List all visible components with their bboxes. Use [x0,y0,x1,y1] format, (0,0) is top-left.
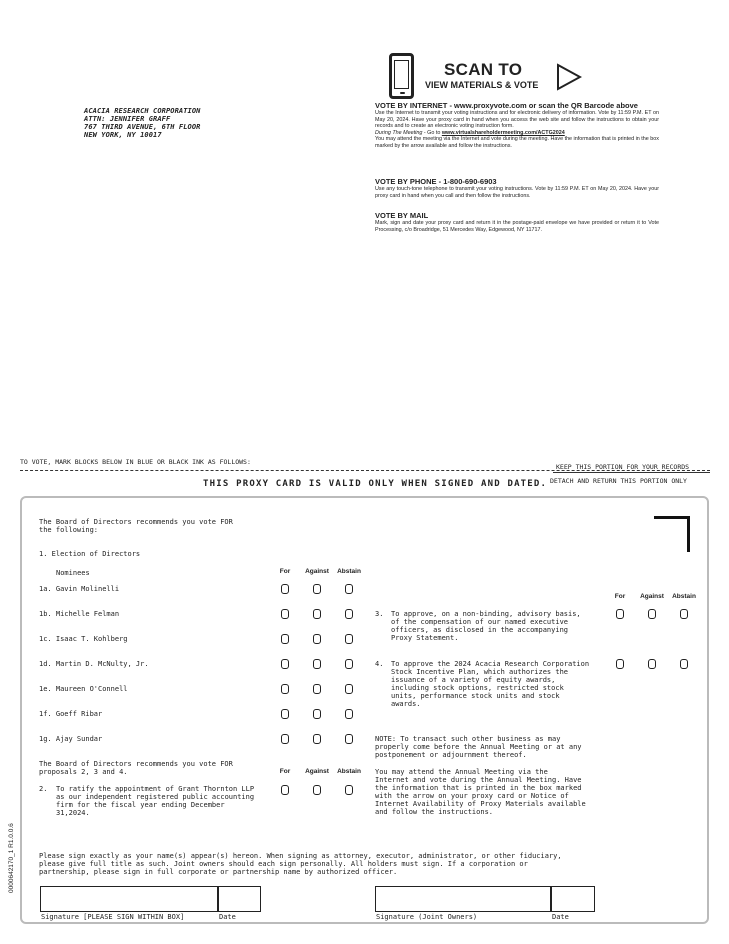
vote-for-checkbox-1b[interactable] [281,609,289,619]
during-meeting-sep: - Go to [422,129,442,136]
board-rec-line: The Board of Directors recommends you vote FOR [39,760,233,768]
note-line: NOTE: To transact such other business as may [375,735,561,743]
vote-against-checkbox-1a[interactable] [313,584,321,594]
col-for: For [279,568,291,575]
nominee-1e: 1e. Maureen O'Connell [39,685,128,693]
board-rec-line: the following: [39,526,99,534]
nominee-1g: 1g. Ajay Sundar [39,735,103,743]
col-against: Against [305,568,329,575]
vote-abstain-checkbox-1b[interactable] [345,609,353,619]
vote-for-checkbox-4[interactable] [616,659,624,669]
vote-for-checkbox-2[interactable] [281,785,289,795]
board-rec-line: proposals 2, 3 and 4. [39,768,128,776]
vote-against-checkbox-1g[interactable] [313,734,321,744]
proposal-line: of the compensation of our named executive [391,618,569,626]
attend-line: and follow the instructions. [375,808,494,816]
vote-phone-text: Use any touch-tone telephone to transmit your voting instructions. Vote by 11:59 P.M. ET on May 20, 2024. Have your proxy card in hand when you call and then follow the instructions. [375,186,659,199]
col-for: For [279,768,291,775]
proposal-4-number: 4. [375,660,384,668]
vote-against-checkbox-1d[interactable] [313,659,321,669]
return-address [84,107,201,139]
keep-portion-label: KEEP THIS PORTION FOR YOUR RECORDS [556,463,690,471]
col-abstain: Abstain [337,768,361,775]
vote-for-checkbox-1f[interactable] [281,709,289,719]
attend-line: You may attend the Annual Meeting via the [375,768,548,776]
col-against: Against [305,768,329,775]
during-meeting-label: During The Meeting [375,129,423,136]
proposal-4-text [391,660,589,708]
during-meeting-text: You may attend the meeting via the Internet and vote during the meeting. Have the information that is printed in the box marked by the arrow available and follow the instructions. [375,136,659,149]
smartphone-icon [389,53,414,99]
date-label: Date [219,913,236,921]
vote-for-checkbox-1g[interactable] [281,734,289,744]
vote-abstain-checkbox-1a[interactable] [345,584,353,594]
address-line: 767 THIRD AVENUE, 6TH FLOOR [84,123,201,131]
nominee-1d: 1d. Martin D. McNulty, Jr. [39,660,149,668]
note-line: postponement or adjournment thereof. [375,751,527,759]
vote-internet-text: Use the Internet to transmit your voting instructions and for electronic delivery of information. Vote by 11:59 P.M. ET on May 20, 2024. Have your proxy card in hand when you access the web site and follow the instructions to obtain your records and to create an electronic voting instruction form. [375,110,659,130]
board-recommendation-1 [39,518,233,534]
to-vote-instruction: TO VOTE, MARK BLOCKS BELOW IN BLUE OR BLACK INK AS FOLLOWS: [20,458,251,466]
attend-line: the information that is printed in the box marked [375,784,582,792]
valid-notice: THIS PROXY CARD IS VALID ONLY WHEN SIGNED AND DATED. [203,479,548,489]
vote-against-checkbox-1c[interactable] [313,634,321,644]
nominee-1b: 1b. Michelle Felman [39,610,120,618]
vote-phone-section [375,177,659,199]
proposal-2-text [56,785,254,817]
attend-line: with the arrow on your proxy card or Notice of [375,792,569,800]
vote-against-checkbox-1e[interactable] [313,684,321,694]
proposal-line: including stock options, restricted stock [391,684,564,692]
vote-internet-section [375,101,659,150]
detach-return-label: DETACH AND RETURN THIS PORTION ONLY [550,477,687,485]
proposal-line: firm for the fiscal year ending December [56,801,225,809]
vote-abstain-checkbox-1c[interactable] [345,634,353,644]
attend-line: Internet Availability of Proxy Materials available [375,800,586,808]
note-line: properly come before the Annual Meeting or at any [375,743,582,751]
vote-mail-text: Mark, sign and date your proxy card and return it in the postage-paid envelope we have provided or return it to Vote Processing, c/o Broadridge, 51 Mercedes Way, Edgewood, NY 11717. [375,220,659,233]
vote-against-checkbox-4[interactable] [648,659,656,669]
sign-instr-line: partnership, please sign in full corporate or partnership name by authorized officer. [39,868,398,876]
proposal-3-text [391,610,581,642]
proposal-line: Proxy Statement. [391,634,459,642]
proposal-3-number: 3. [375,610,384,618]
vote-mail-heading: VOTE BY MAIL [375,211,429,220]
scan-title: SCAN TO [444,60,523,79]
attend-meeting-text [375,768,586,816]
vote-for-checkbox-1d[interactable] [281,659,289,669]
meeting-url-link[interactable]: www.virtualshareholdermeeting.com/ACTG2024 [441,129,565,136]
proposal-line: To ratify the appointment of Grant Thornton LLP [56,785,255,793]
joint-signature-box[interactable] [375,886,595,912]
keep-underline [553,472,710,473]
proposal-2-number: 2. [39,785,48,793]
vote-internet-heading: VOTE BY INTERNET - www.proxyvote.com or scan the QR Barcode above [375,101,638,110]
col-abstain-right: Abstain [672,593,696,600]
proposal-line: Stock Incentive Plan, which authorizes the [391,668,569,676]
proposal-line: officers, as disclosed in the accompanying [391,626,569,634]
vote-abstain-checkbox-2[interactable] [345,785,353,795]
sign-instr-line: please give full title as such. Joint owners should each sign personally. All holders must sign. If a corporation or [39,860,528,868]
signing-instructions [39,852,562,876]
vote-abstain-checkbox-1d[interactable] [345,659,353,669]
corner-mark [654,516,690,552]
note-text [375,735,582,759]
signature-box[interactable] [40,886,261,912]
proposal-line: 31,2024. [56,809,90,817]
election-heading: 1. Election of Directors [39,550,141,558]
nominee-1a: 1a. Gavin Molinelli [39,585,120,593]
play-arrow-icon [556,63,582,91]
col-abstain: Abstain [337,568,361,575]
proposal-line: units, performance stock units and stock [391,692,560,700]
vote-against-checkbox-1f[interactable] [313,709,321,719]
board-recommendation-2 [39,760,233,776]
vote-against-checkbox-3[interactable] [648,609,656,619]
address-line: NEW YORK, NY 10017 [84,131,162,139]
sign-instr-line: Please sign exactly as your name(s) appear(s) hereon. When signing as attorney, executor, administrator, or other fiduciary, [39,852,562,860]
vote-abstain-checkbox-4[interactable] [680,659,688,669]
during-meeting-line [375,130,659,137]
joint-signature-date-divider [550,886,552,912]
vote-for-checkbox-3[interactable] [616,609,624,619]
vote-for-checkbox-1e[interactable] [281,684,289,694]
address-line: ATTN: JENNIFER GRAFF [84,115,171,123]
vote-abstain-checkbox-1g[interactable] [345,734,353,744]
address-line: ACACIA RESEARCH CORPORATION [84,107,201,115]
vote-against-checkbox-1b[interactable] [313,609,321,619]
col-for-right: For [614,593,626,600]
side-code: 0000642170_1 R1.0.0.6 [8,823,15,893]
signature-date-divider [217,886,219,912]
proposal-line: awards. [391,700,421,708]
signature-label: Signature [PLEASE SIGN WITHIN BOX] [41,913,185,921]
attend-line: Internet and vote during the Annual Meeting. Have [375,776,582,784]
vote-phone-heading: VOTE BY PHONE - 1-800-690-6903 [375,177,497,186]
vote-for-checkbox-1c[interactable] [281,634,289,644]
proposal-line: as our independent registered public accounting [56,793,255,801]
joint-date-label: Date [552,913,569,921]
vote-for-checkbox-1a[interactable] [281,584,289,594]
nominees-label: Nominees [56,569,90,577]
col-against-right: Against [640,593,664,600]
vote-abstain-checkbox-3[interactable] [680,609,688,619]
vote-against-checkbox-2[interactable] [313,785,321,795]
proposal-line: To approve the 2024 Acacia Research Corporation [391,660,590,668]
proposal-line: issuance of a variety of equity awards, [391,676,556,684]
proposal-line: To approve, on a non-binding, advisory basis, [391,610,581,618]
vote-mail-section [375,211,659,233]
nominee-1c: 1c. Isaac T. Kohlberg [39,635,128,643]
scan-subtitle: VIEW MATERIALS & VOTE [425,80,539,90]
nominee-1f: 1f. Goeff Ribar [39,710,103,718]
vote-abstain-checkbox-1e[interactable] [345,684,353,694]
vote-abstain-checkbox-1f[interactable] [345,709,353,719]
joint-signature-label: Signature (Joint Owners) [376,913,478,921]
board-rec-line: The Board of Directors recommends you vote FOR [39,518,233,526]
